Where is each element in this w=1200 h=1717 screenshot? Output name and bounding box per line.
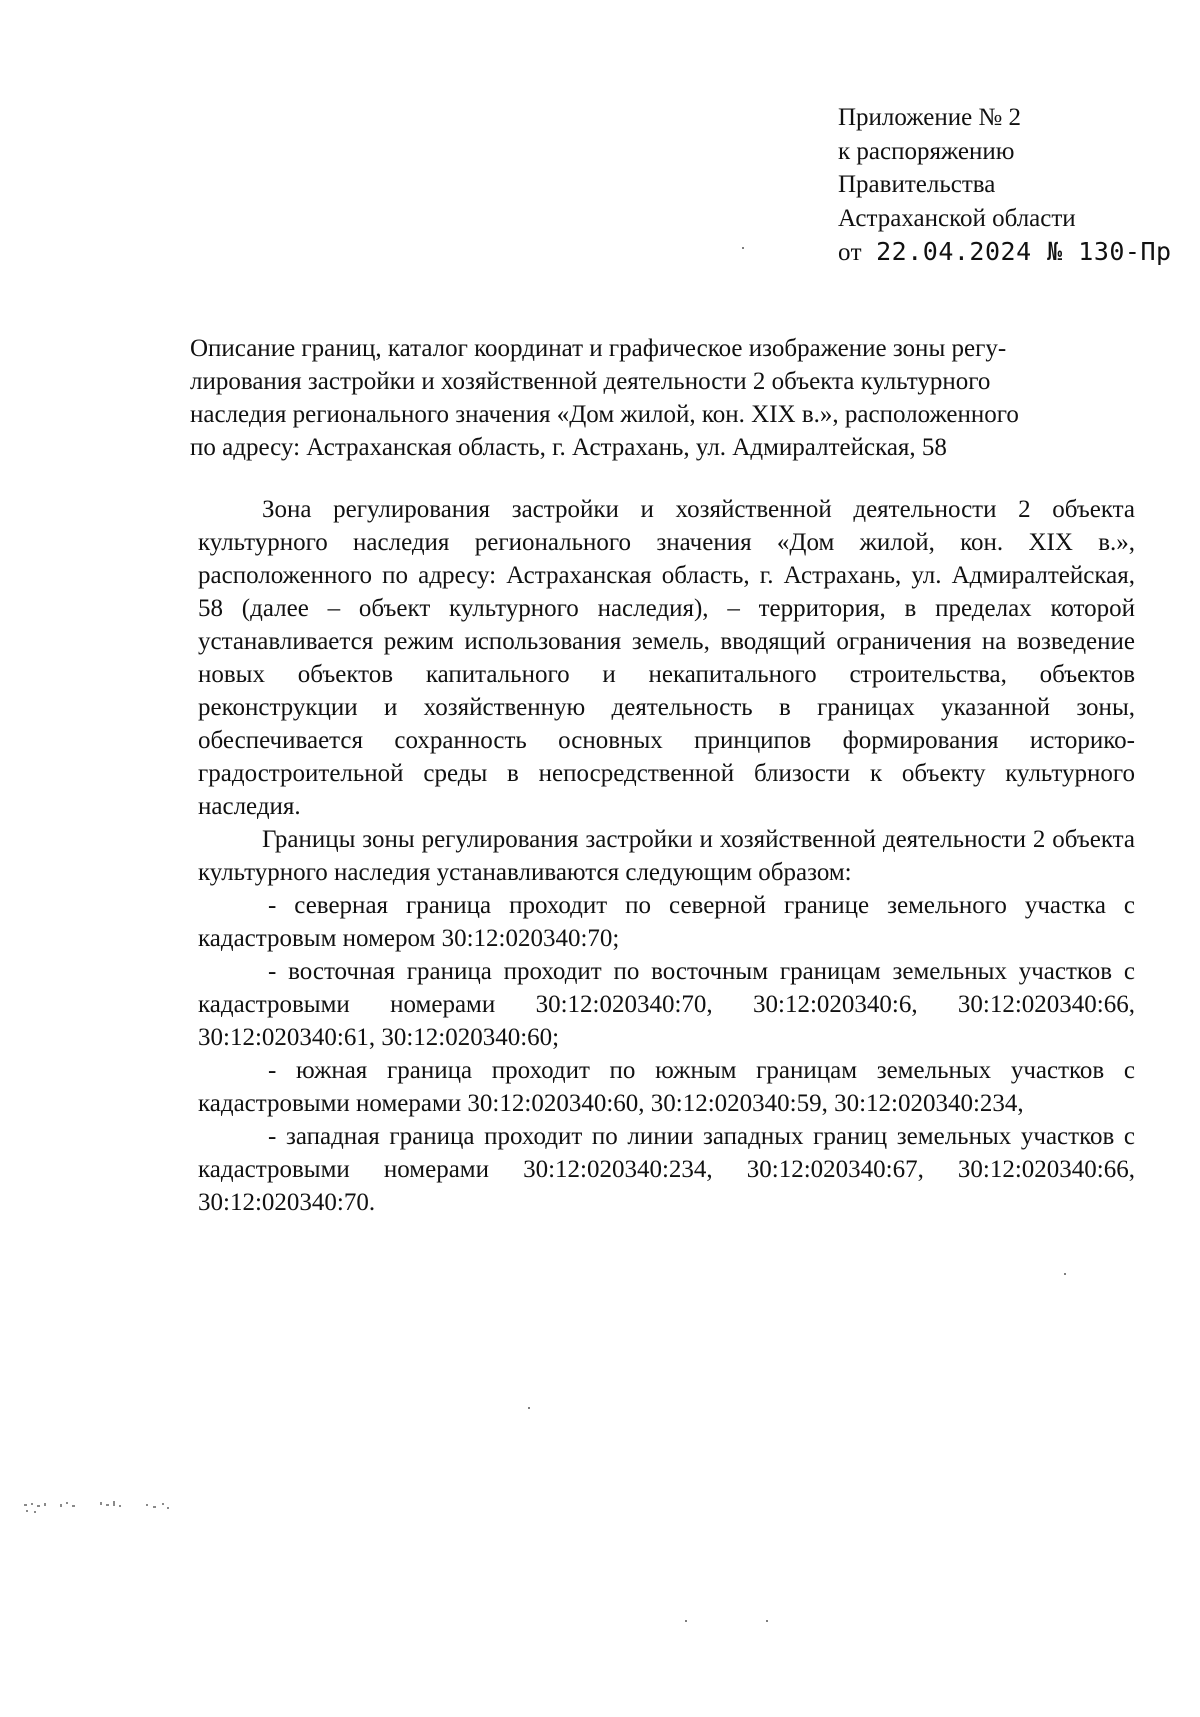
title-line-1: Описание границ, каталог координат и графическое изображение зоны регу- (190, 335, 1007, 362)
scan-speck (685, 1620, 687, 1622)
title-line-3: наследия регионального значения «Дом жилой, кон. XIX в.», расположенного (190, 401, 1019, 428)
approval-region: Астраханской области (838, 204, 1076, 232)
approval-government: Правительства (838, 171, 996, 198)
west-boundary-item: - западная граница проходит по линии западных границ земельных участков с кадастровыми номерами 30:12:020340:234, 30:12:020340:67, 30:12:020340:66, 30:12:020340:70. (198, 1123, 1135, 1216)
approval-appendix-number: Приложение № 2 (838, 104, 1022, 131)
boundaries-intro-paragraph: Границы зоны регулирования застройки и хозяйственной деятельности 2 объекта культурного наследия устанавливаются следующим образом: (198, 826, 1135, 886)
approval-date-prefix: от (838, 239, 863, 266)
approval-to-order: к распоряжению (838, 137, 1015, 165)
approval-block (838, 101, 1172, 270)
scan-speck (742, 247, 744, 249)
approval-date-line (838, 235, 1172, 270)
north-boundary-item: - северная граница проходит по северной границе земельного участка с кадастровым номером 30:12:020340:70; (198, 892, 1135, 952)
south-boundary-item: - южная граница проходит по южным границам земельных участков с кадастровыми номерами 30:12:020340:60, 30:12:020340:59, 30:12:020340:234, (198, 1057, 1135, 1117)
east-boundary-item: - восточная граница проходит по восточным границам земельных участков с кадастровыми номерами 30:12:020340:70, 30:12:020340:6, 30:12:020340:66, 30:12:020340:61, 30:12:020340:60; (198, 958, 1135, 1051)
document-body (198, 493, 1135, 1219)
scan-speck (1064, 1273, 1066, 1275)
scan-noise-marks (22, 1496, 182, 1516)
scan-speck (528, 1407, 530, 1409)
title-line-4: по адресу: Астраханская область, г. Астрахань, ул. Адмиралтейская, 58 (190, 434, 947, 461)
title-line-2: лирования застройки и хозяйственной деятельности 2 объекта культурного (190, 368, 991, 395)
scan-speck (766, 1620, 768, 1622)
document-title (190, 332, 1019, 464)
approval-date-stamp: 22.04.2024 № 130-Пр (876, 237, 1172, 266)
zone-description-paragraph: Зона регулирования застройки и хозяйственной деятельности 2 объекта культурного наследия регионального значения «Дом жилой, кон. XIX в.», расположенного по адресу: Астраханская область, г. Астрахань, ул. Адмиралтейская, 58 (далее – объект культурного наследия), – территория, в пределах которой устанавливается режим использования земель, вводящий ограничения на возведение новых объектов капитального и некапитального строительства, объектов реконструкции и хозяйственную деятельность в границах указанной зоны, обеспечивается сохранность основных принципов формирования историко-градостроительной среды в непосредственной близости к объекту культурного наследия. (198, 496, 1135, 820)
